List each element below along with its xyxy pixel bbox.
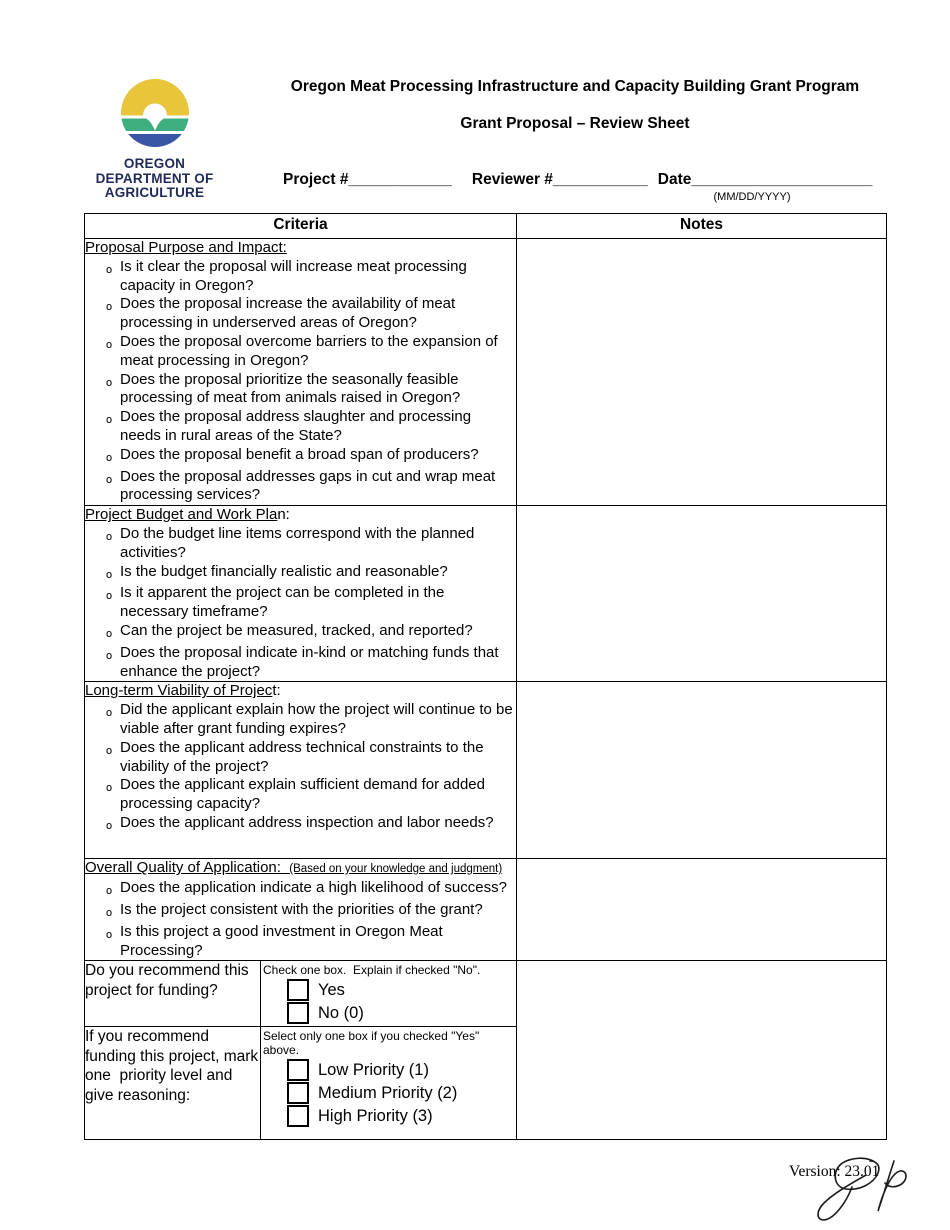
fill-in-line bbox=[283, 171, 872, 189]
option-low-priority bbox=[287, 1059, 516, 1081]
bullet-marker-icon: o bbox=[105, 450, 113, 464]
oda-logo-icon bbox=[120, 77, 190, 149]
criteria-bullet: o Does the proposal indicate in-kind or matching funds that enhance the project? bbox=[85, 644, 516, 682]
logo-line-oregon: OREGON bbox=[123, 156, 186, 171]
criteria-bullet: o Can the project be measured, tracked, and reported? bbox=[85, 622, 516, 644]
oda-logo-text bbox=[91, 157, 218, 201]
reviewer-number-field[interactable]: Reviewer #___________ bbox=[471, 171, 648, 188]
no-label: No (0) bbox=[318, 1003, 364, 1022]
date-field[interactable]: Date_____________________ bbox=[657, 171, 873, 188]
notes-cell-proposal-purpose[interactable] bbox=[517, 239, 887, 506]
option-yes bbox=[287, 979, 516, 1001]
bullet-marker-icon: o bbox=[105, 626, 113, 640]
option-medium-priority bbox=[287, 1082, 516, 1104]
yes-label: Yes bbox=[318, 980, 345, 999]
date-format-hint: (MM/DD/YYYY) bbox=[713, 191, 791, 203]
bullet-marker-icon: o bbox=[105, 743, 113, 757]
yes-checkbox[interactable] bbox=[287, 979, 309, 1001]
criteria-bullet: o Is the budget financially realistic and reasonable? bbox=[85, 563, 516, 585]
notes-column-header: Notes bbox=[517, 214, 887, 239]
medium-priority-label: Medium Priority (2) bbox=[318, 1083, 458, 1102]
oda-logo bbox=[91, 77, 218, 201]
bullet-marker-icon: o bbox=[105, 905, 113, 919]
option-high-priority bbox=[287, 1105, 516, 1127]
criteria-bullet: o Does the applicant address technical constraints to the viability of the project? bbox=[85, 739, 516, 777]
priority-question: If you recommend funding this project, mark one priority level and give reasoning: bbox=[85, 1027, 261, 1140]
handwritten-initials-signature bbox=[786, 1145, 936, 1230]
notes-cell-budget[interactable] bbox=[517, 506, 887, 682]
criteria-bullet: o Did the applicant explain how the project will continue to be viable after grant funding expires? bbox=[85, 701, 516, 739]
low-priority-label: Low Priority (1) bbox=[318, 1060, 429, 1079]
review-table bbox=[84, 213, 887, 1140]
section-proposal-purpose-row bbox=[85, 239, 887, 506]
criteria-bullet: o Is it clear the proposal will increase meat processing capacity in Oregon? bbox=[85, 258, 516, 296]
medium-priority-checkbox[interactable] bbox=[287, 1082, 309, 1104]
criteria-bullet: o Does the proposal address slaughter and processing needs in rural areas of the State? bbox=[85, 408, 516, 446]
priority-options-cell bbox=[261, 1027, 517, 1140]
bullet-marker-icon: o bbox=[105, 648, 113, 662]
bullet-marker-icon: o bbox=[105, 337, 113, 351]
bullet-marker-icon: o bbox=[105, 375, 113, 389]
criteria-bullet: o Is the project consistent with the priorities of the grant? bbox=[85, 901, 516, 923]
logo-line-department: DEPARTMENT OF bbox=[95, 170, 214, 186]
criteria-bullet: o Is it apparent the project can be completed in the necessary timeframe? bbox=[85, 584, 516, 622]
project-number-field[interactable]: Project #____________ bbox=[283, 171, 452, 188]
section-heading: Project Budget and Work Plan: bbox=[85, 506, 290, 524]
high-priority-checkbox[interactable] bbox=[287, 1105, 309, 1127]
priority-instruction: Select only one box if you checked "Yes" above. bbox=[263, 1029, 480, 1058]
criteria-cell-viability bbox=[85, 682, 517, 859]
bullet-marker-icon: o bbox=[105, 706, 113, 720]
section-heading: Long-term Viability of Project: bbox=[85, 682, 281, 700]
bullet-marker-icon: o bbox=[105, 589, 113, 603]
bullet-marker-icon: o bbox=[105, 927, 113, 941]
criteria-bullet: o Does the proposal overcome barriers to the expansion of meat processing in Oregon? bbox=[85, 333, 516, 371]
criteria-bullet: o Does the proposal addresses gaps in cut and wrap meat processing services? bbox=[85, 468, 516, 506]
criteria-bullet: o Does the application indicate a high likelihood of success? bbox=[85, 879, 516, 901]
funding-options-cell bbox=[261, 961, 517, 1027]
bullet-marker-icon: o bbox=[105, 884, 113, 898]
bullet-marker-icon: o bbox=[105, 781, 113, 795]
criteria-bullet: o Does the proposal increase the availability of meat processing in underserved areas of Oregon? bbox=[85, 295, 516, 333]
bullet-marker-icon: o bbox=[105, 529, 113, 543]
option-no bbox=[287, 1002, 516, 1024]
bullet-marker-icon: o bbox=[105, 567, 113, 581]
criteria-cell-overall-quality bbox=[85, 859, 517, 961]
section-budget-row bbox=[85, 506, 887, 682]
section-heading: Proposal Purpose and Impact: bbox=[85, 239, 287, 256]
bullet-marker-icon: o bbox=[105, 413, 113, 427]
version-label: Version: 23.01 bbox=[789, 1163, 880, 1180]
logo-line-agriculture: AGRICULTURE bbox=[104, 185, 205, 200]
heading-parenthetical: (Based on your knowledge and judgment) bbox=[289, 863, 503, 876]
high-priority-label: High Priority (3) bbox=[318, 1106, 433, 1125]
bullet-marker-icon: o bbox=[105, 300, 113, 314]
criteria-bullet: o Do the budget line items correspond with the planned activities? bbox=[85, 525, 516, 563]
funding-instruction: Check one box. Explain if checked "No". bbox=[263, 963, 481, 978]
sheet-title: Grant Proposal – Review Sheet bbox=[460, 115, 690, 132]
section-viability-row bbox=[85, 682, 887, 859]
criteria-bullet: o Does the proposal benefit a broad span of producers? bbox=[85, 446, 516, 468]
notes-cell-overall-quality[interactable] bbox=[517, 859, 887, 961]
notes-cell-recommendation[interactable] bbox=[517, 961, 887, 1140]
bullet-marker-icon: o bbox=[105, 262, 113, 276]
program-title: Oregon Meat Processing Infrastructure and Capacity Building Grant Program bbox=[290, 78, 860, 95]
criteria-bullet: o Is this project a good investment in Oregon Meat Processing? bbox=[85, 923, 516, 961]
low-priority-checkbox[interactable] bbox=[287, 1059, 309, 1081]
section-heading: Overall Quality of Application: (Based on your knowledge and judgment) bbox=[85, 859, 503, 877]
criteria-column-header: Criteria bbox=[85, 214, 517, 239]
table-header-row bbox=[85, 214, 887, 239]
criteria-cell-budget bbox=[85, 506, 517, 682]
bullet-marker-icon: o bbox=[105, 818, 113, 832]
no-checkbox[interactable] bbox=[287, 1002, 309, 1024]
funding-recommendation-row bbox=[85, 961, 887, 1027]
criteria-bullet: o Does the applicant address inspection and labor needs? bbox=[85, 814, 516, 836]
bullet-marker-icon: o bbox=[105, 472, 113, 486]
notes-cell-viability[interactable] bbox=[517, 682, 887, 859]
section-overall-quality-row bbox=[85, 859, 887, 961]
funding-question: Do you recommend this project for funding? bbox=[85, 961, 261, 1027]
criteria-bullet: o Does the proposal prioritize the seasonally feasible processing of meat from animals raised in Oregon? bbox=[85, 371, 516, 409]
criteria-bullet: o Does the applicant explain sufficient demand for added processing capacity? bbox=[85, 776, 516, 814]
criteria-cell-proposal-purpose bbox=[85, 239, 517, 506]
